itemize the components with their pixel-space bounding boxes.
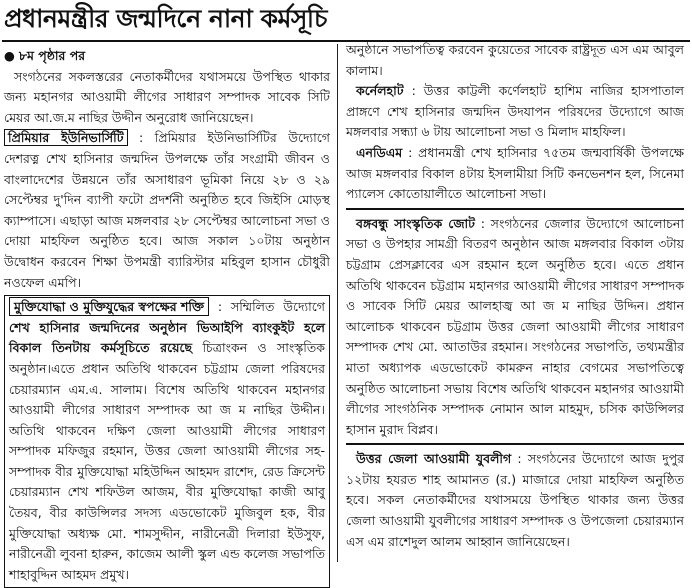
paragraph-intro: সংগঠনের সকলস্তরের নেতাকর্মীদের যথাসময়ে উপস্থিত থাকার জন্য মহানগর আওয়ামী লীগের সাধারণ সম্পাদক সাবেক সিটি মেয়র আ.জ.ম নাছির উদ্দীন অনুরোধ জানিয়েছেন।: [4, 68, 330, 125]
paragraph-karnelhat: [346, 81, 684, 143]
section-rule-2: [346, 443, 684, 445]
box-text-bold: শেখ হাসিনার জন্মদিনের অনুষ্ঠান ভিআইপি ব্যাংকুইট হলে বিকাল তিনটায় কর্মসূচিতে রয়েছে: [9, 319, 325, 356]
ndm-heading: এনডিএম: [356, 144, 403, 160]
paragraph-ndm: [346, 143, 684, 205]
box-text-a: : সম্মিলিত উদ্যোগে: [209, 299, 325, 315]
paragraph-top: অনুষ্ঠানে সভাপতিত্ব করবেন কুয়েতের সাবেক রাষ্ট্রদূত এস এম আবুল কালাম।: [346, 42, 684, 78]
ndm-text: : প্রধানমন্ত্রী শেখ হাসিনার ৭৫তম জন্মবার্ষিকী উপলক্ষে আজ মঙ্গলবার বিকাল ৪টায় ইসলামীয়া সিটি কনভেনশন হল, সিনেমা প্যালেস কোতোয়ালীতে আলোচনা সভা।: [346, 144, 684, 202]
section-rule: [346, 208, 684, 210]
continuation-line: [4, 46, 330, 67]
continued-from: ৮ম পৃষ্ঠার পর: [18, 48, 86, 63]
left-column: [4, 46, 330, 582]
bongobondhu-text: : সংগঠনের জেলার উদ্যোগে আলোচনা সভা ও উপহার সামগ্রী বিতরণ অনুষ্ঠান আজ মঙ্গলবার বিকাল ৩টায় চট্টগ্রাম প্রেসক্লাবের এস রহমান হলে অনুষ্ঠিত হবে। এতে প্রধান অতিথি থাকবেন চট্টগ্রাম মহানগর আওয়ামী লীগের সাধারণ সম্পাদক ও সাবেক সিটি মেয়র আলহাজ্ব আ জ ম নাছির উদ্দিন। প্রধান আলোচক থাকবেন চট্টগ্রাম উত্তর জেলা আওয়ামী লীগের সাধারণ সম্পাদক শেখ মো. আতাউর রহমান। সংগঠনের সভাপতি, তথ্যমন্ত্রীর মাতা অধ্যাপক এডভোকেট কামরুন নাহার বেগমের সভাপতিত্বে অনুষ্ঠিত আলোচনা সভায় বিশেষ অতিথি থাকবেন মহানগর আওয়ামী লীগের সাংগঠনিক সম্পাদক নোমান আল মাহমুদ, চসিক কাউন্সিলর হাসান মুরাদ বিপ্লব।: [346, 215, 685, 437]
box-heading: মুক্তিযোদ্ধা ও মুক্তিযুদ্ধের স্বপক্ষের শক্তি: [9, 297, 209, 316]
jubolig-heading: উত্তর জেলা আওয়ামী যুবলীগ: [356, 451, 512, 467]
bullet-icon: ●: [4, 48, 19, 63]
paragraph-bongobondhu: [346, 214, 684, 441]
box-text-b: চিত্রাংকন ও সাংস্কৃতিক অনুষ্ঠান।এতে প্রধান অতিথি থাকবেন চট্টগ্রাম জেলা পরিষদের চেয়ারম্যান এম.এ. সালাম। বিশেষ অতিথি থাকবেন মহানগর আওয়ামী লীগের সাধারণ সম্পাদক আ জ ম নাছির উদ্দীন। অতিথি থাকবেন দক্ষিণ জেলা আওয়ামী লীগের সাধারণ সম্পাদক মফিজুর রহমান, উত্তর জেলা আওয়ামী লীগের সহ-সম্পাদক বীর মুক্তিযোদ্ধা মহিউদ্দিন আহমদ রাশেদ, রেড ক্রিসেন্ট চেয়ারম্যান শেখ শফিউল আজম, বীর মুক্তিযোদ্ধা কাজী আবু তৈয়ব, বীর কাউন্সিলর সদস্য এডভোকেট মুজিবুল হক, বীর মুক্তিযোদ্ধা অধ্যক্ষ মো. শামসুদ্দীন, নারীনেত্রী দিলারা ইউসুফ, নারীনেত্রী লুবনা হারুন, কাজেম আলী স্কুল এন্ড কলেজ সভাপতি শাহাবুদ্দিন আহমদ প্রমুখ।: [9, 340, 326, 582]
right-column: [346, 40, 684, 556]
jubolig-text: : সংগঠনের উদ্যোগে আজ দুপুর ১২টায় হযরত শাহ আমানত (র.) মাজারে দোয়া মাহফিল অনুষ্ঠিত হবে। সকল নেতাকর্মীদের যথাসময়ে উপস্থিত থাকার জন্য উত্তর জেলা আওয়ামী যুবলীগের সাধারণ সম্পাদক ও উপজেলা চেয়ারম্যান এস এম রাশেদুল আলম আহ্বান জানিয়েছেন।: [346, 451, 684, 549]
karnelhat-heading: কর্নেলহাট: [356, 83, 404, 99]
boxed-section: [4, 295, 330, 588]
column-divider: [337, 44, 338, 562]
bongobondhu-heading: বঙ্গবন্ধু সাংস্কৃতিক জোট: [356, 215, 475, 231]
paragraph-university: [4, 128, 330, 293]
headline: প্রধানমন্ত্রীর জন্মদিনে নানা কর্মসূচি: [4, 4, 328, 33]
karnelhat-text: : উত্তর কাট্টলী কর্ণেলহাট হাশিম নাজির হাসপাতাল প্রাঙ্গণে শেখ হাসিনার জন্মদিন উদযাপন পরিষদের উদ্যোগে আজ মঙ্গলবার সন্ধ্যা ৬ টায় আলোচনা সভা ও মিলাদ মাহফিল।: [346, 83, 684, 140]
paragraph-jubolig: [346, 449, 684, 552]
university-text: : প্রিমিয়ার ইউনিভার্সিটির উদ্যোগে দেশরত্ন শেখ হাসিনার জন্মদিন উপলক্ষে তাঁর সংগ্রামী জীবন ও বাংলাদেশের উন্নয়নে তাঁর অসাধারণ ভূমিকা নিয়ে ২৮ ও ২৯ সেপ্টেম্বর দু'দিন ব্যাপী ফটো প্রদর্শনী অনুষ্ঠিত হবে জিইসি মোড়স্থ ক্যাম্পাসে। এছাড়া আজ মঙ্গলবার ২৮ সেপ্টেম্বর আলোচনা সভা ও দোয়া মাহফিল অনুষ্ঠিত হবে। আজ সকাল ১০টায় অনুষ্ঠান উদ্বোধন করবেন শিক্ষা উপমন্ত্রী ব্যারিস্টার মহিবুল হাসান চৌধুরী নওফেল এমপি।: [4, 130, 330, 290]
university-heading: প্রিমিয়ার ইউনিভার্সিটি: [4, 129, 128, 146]
